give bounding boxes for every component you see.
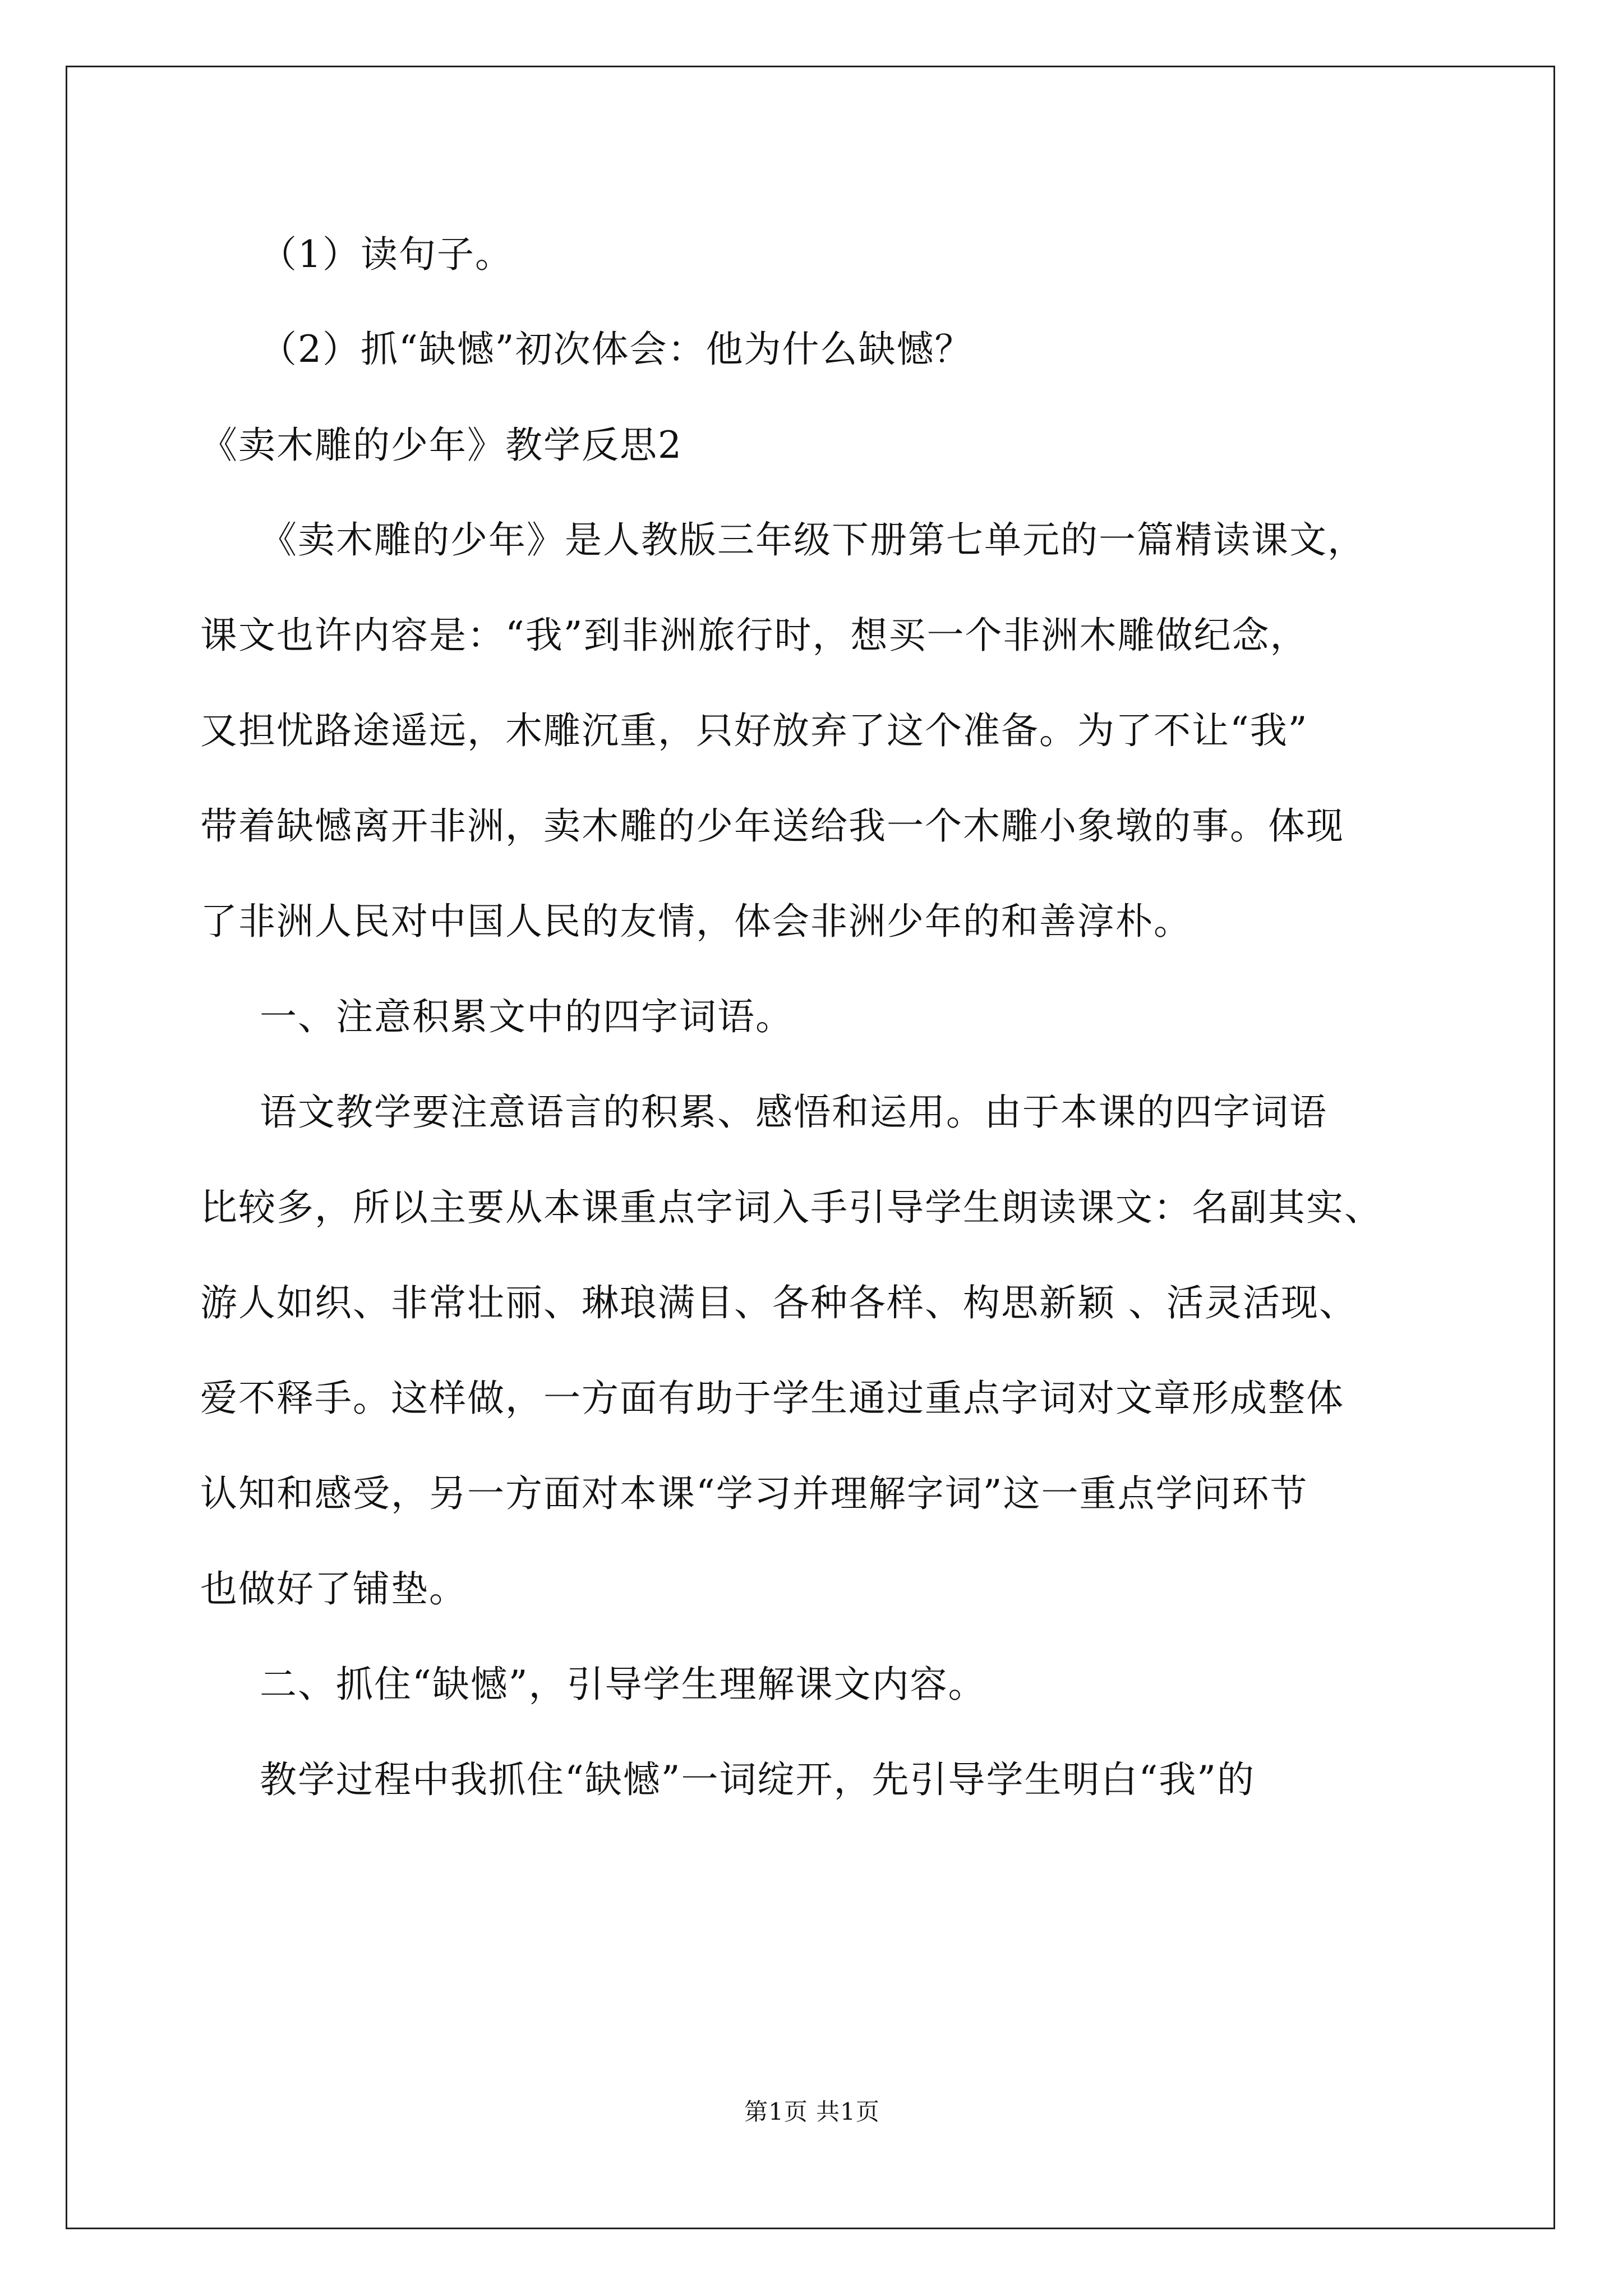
paragraph-line: （2）抓“缺憾”初次体会：他为什么缺憾？ (260, 328, 973, 371)
paragraph-line: （1）读句子。 (260, 233, 513, 276)
paragraph-line: 《卖木雕的少年》是人教版三年级下册第七单元的一篇精读课文， (260, 518, 1366, 562)
paragraph-line: 教学过程中我抓住“缺憾”一词绽开，先引导学生明白“我”的 (260, 1758, 1255, 1801)
section-heading: 《卖木雕的少年》教学反思2 (200, 424, 683, 467)
paragraph-line: 带着缺憾离开非洲，卖木雕的少年送给我一个木雕小象墩的事。体现 (200, 804, 1344, 848)
paragraph-line: 又担忧路途遥远，木雕沉重，只好放弃了这个准备。为了不让“我” (200, 709, 1308, 752)
paragraph-line: 爱不释手。这样做，一方面有助于学生通过重点字词对文章形成整体 (200, 1377, 1344, 1420)
page-footer: 第1页 共1页 (744, 2098, 880, 2125)
paragraph-line: 语文教学要注意语言的积累、感悟和运用。由于本课的四字词语 (260, 1091, 1327, 1134)
subsection-heading: 二、抓住“缺憾”，引导学生理解课文内容。 (260, 1663, 986, 1706)
paragraph-line: 比较多，所以主要从本课重点字词入手引导学生朗读课文：名副其实、 (200, 1186, 1382, 1229)
paragraph-line: 了非洲人民对中国人民的友情，体会非洲少年的和善淳朴。 (200, 900, 1192, 943)
paragraph-line: 认知和感受，另一方面对本课“学习并理解字词”这一重点学问环节 (200, 1472, 1308, 1515)
subsection-heading: 一、注意积累文中的四字词语。 (260, 995, 794, 1038)
paragraph-line: 游人如织、非常壮丽、琳琅满目、各种各样、构思新颖 、活灵活现、 (200, 1281, 1357, 1324)
paragraph-line: 也做好了铺垫。 (200, 1567, 467, 1611)
page-frame (66, 66, 1555, 2229)
paragraph-line: 课文也许内容是：“我”到非洲旅行时，想买一个非洲木雕做纪念， (200, 614, 1308, 657)
